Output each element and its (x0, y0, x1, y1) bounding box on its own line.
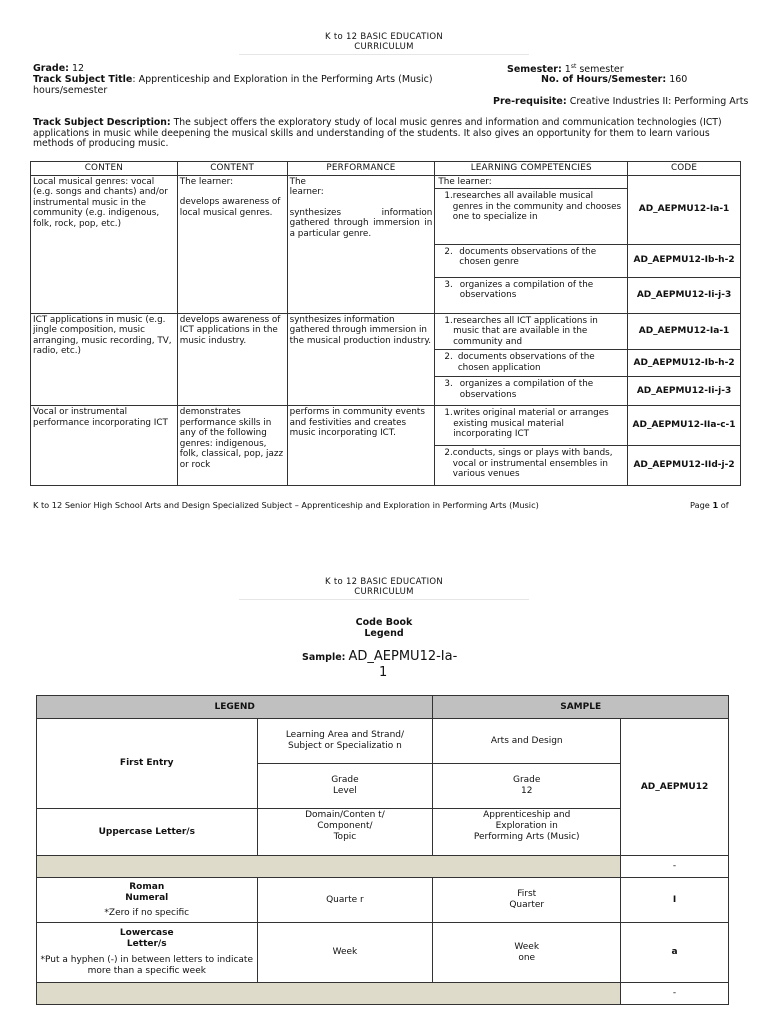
competency-cell (435, 406, 628, 446)
semester-sup: st (570, 63, 577, 70)
competency-cell (435, 313, 628, 350)
standard-cell: develops awareness of ICT applications in the music industry. (177, 313, 287, 406)
competency-cell (435, 277, 628, 313)
table-row (37, 983, 729, 1005)
performance-text: synthesizes information gathered through immersion in a particular genre. (289, 207, 433, 239)
semester-label: Semester: (507, 64, 562, 76)
page-of: of (720, 500, 729, 510)
performance-cell: performs in community events and festivities and creates music incorporating ICT. (287, 406, 435, 486)
header-line1: K to 12 BASIC EDUCATION (324, 32, 444, 42)
header-line1: K to 12 BASIC EDUCATION (324, 577, 444, 587)
standard-intro: The learner: (179, 176, 234, 187)
page-num: 1 (712, 500, 719, 510)
table-row (31, 406, 741, 446)
uppercase-letters: Uppercase Letter/s (37, 809, 258, 856)
lc-intro: The learner: (438, 176, 492, 187)
header-divider (239, 599, 529, 600)
competency-num: 3. (444, 279, 453, 290)
separator-row (37, 856, 621, 878)
competency-cell (435, 175, 628, 244)
legend-header-row (37, 696, 729, 719)
week-code: a (621, 923, 729, 983)
roman-code: I (621, 878, 729, 923)
hours-value: 160 (669, 74, 688, 85)
roman-numeral: Roman Numeral *Zero if no specific (37, 878, 258, 923)
footer-left: K to 12 Senior High School Arts and Design Specialized Subject – Apprenticeship and Exploration in Performing Arts (Music) (33, 500, 539, 510)
first-code: AD_AEPMU12 (621, 719, 729, 856)
semester-rest: semester (579, 64, 624, 76)
col-header-competencies: LEARNING COMPETENCIES (435, 162, 628, 176)
code-cell: AD_AEPMU12-Ib-h-2 (628, 350, 741, 377)
col-header-content: CONTEN (31, 162, 178, 176)
competency-num: 2. (444, 246, 453, 257)
table-row (37, 856, 729, 878)
competency-text: writes original material or arranges existing musical material incorporating ICT (453, 408, 609, 439)
legend-table (36, 695, 729, 1005)
sample-header: SAMPLE (433, 696, 729, 719)
code-cell: AD_AEPMU12-Ib-h-2 (628, 244, 741, 277)
header-divider (239, 54, 529, 55)
quarter: Quarte r (257, 878, 433, 923)
performance-cell (287, 175, 435, 313)
competency-num: 1. (444, 315, 453, 326)
competency-text: documents observations of the chosen application (457, 352, 595, 373)
domain-sample: Apprenticeship and Exploration in Performing Arts (Music) (433, 809, 621, 856)
competency-text: researches all ICT applications in music that are available in the community and (453, 315, 598, 347)
code-cell: AD_AEPMU12-Ia-1 (628, 313, 741, 350)
competency-num: 2. (444, 352, 453, 362)
competency-num: 3. (444, 379, 453, 389)
page-number (690, 500, 729, 510)
header-line2: CURRICULUM (354, 587, 414, 597)
dash-cell: - (621, 856, 729, 878)
col-header-performance: PERFORMANCE (287, 162, 435, 176)
standard-text: develops awareness of local musical genres. (179, 197, 281, 218)
page1-footer (33, 500, 733, 510)
competency-text: organizes a compilation of the observations (459, 279, 594, 300)
competency-text: documents observations of the chosen genre (459, 246, 597, 267)
competency-cell (435, 377, 628, 406)
sample-line (302, 649, 457, 664)
table-row (31, 175, 741, 244)
competency-text: researches all available musical genres in the community and chooses one to specialize in (452, 191, 622, 222)
grade-row (33, 63, 84, 74)
track-title-value: : Apprenticeship and Exploration in the Performing Arts (Music) (132, 74, 433, 85)
grade-label: Grade: (33, 63, 69, 74)
content-cell: Vocal or instrumental performance incorporating ICT (31, 406, 178, 486)
competency-num: 1. (444, 408, 453, 418)
description-label: Track Subject Description: (33, 117, 171, 128)
performance-intro: The learner: (289, 176, 324, 197)
page-label: Page (690, 500, 710, 510)
code-cell: AD_AEPMU12-Ii-j-3 (628, 377, 741, 406)
header-line2: CURRICULUM (354, 42, 414, 52)
competency-cell (435, 350, 628, 377)
grade-level: Grade Level (257, 764, 433, 809)
code-cell: AD_AEPMU12-IIa-c-1 (628, 406, 741, 446)
area-sample: Arts and Design (433, 719, 621, 764)
content-cell: Local musical genres: vocal (e.g. songs and chants) and/or instrumental music in the community (e.g. indigenous, folk, rock, pop, etc.) (31, 175, 178, 313)
table-row (31, 313, 741, 350)
competency-item (435, 188, 627, 225)
first-entry: First Entry (37, 719, 258, 809)
competency-num: 1. (444, 191, 453, 201)
lowercase-letters: Lowercase Letter/s *Put a hyphen (-) in between letters to indicate more than a specific week (37, 923, 258, 983)
competency-cell (435, 244, 628, 277)
standard-cell (177, 175, 287, 313)
quarter-sample: First Quarter (433, 878, 621, 923)
codebook-title (0, 617, 768, 639)
hours-row (541, 74, 687, 85)
code-cell: AD_AEPMU12-Ii-j-3 (628, 277, 741, 313)
standard-cell: demonstrates performance skills in any of the following genres: indigenous, folk, classical, pop, jazz or rock (177, 406, 287, 486)
curriculum-header-row (31, 162, 741, 176)
prereq-label: Pre-requisite: (493, 96, 567, 107)
sample-code-wrap: 1 (379, 665, 388, 680)
sample-code: AD_AEPMU12-Ia- (348, 649, 458, 664)
table-row (37, 878, 729, 923)
code-cell: AD_AEPMU12-IId-j-2 (628, 446, 741, 486)
week-sample: Week one (433, 923, 621, 983)
grade-value: 12 (71, 63, 85, 74)
codebook-line1: Code Book (355, 617, 413, 628)
col-header-content-standard: CONTENT (177, 162, 287, 176)
legend-header: LEGEND (37, 696, 433, 719)
table-row (37, 923, 729, 983)
codebook-line2: Legend (364, 628, 404, 639)
page2-header (0, 577, 768, 600)
domain-component: Domain/Conten t/ Component/ Topic (257, 809, 433, 856)
page1-header (0, 32, 768, 55)
competency-text: organizes a compilation of the observations (459, 379, 594, 400)
dash-cell: - (621, 983, 729, 1005)
track-title-label: Track Subject Title (33, 74, 133, 85)
prereq-value: Creative Industries II: Performing Arts (569, 96, 749, 107)
week: Week (257, 923, 433, 983)
track-description (33, 118, 741, 150)
separator-row (37, 983, 621, 1005)
track-title-row (33, 74, 433, 85)
competency-cell (435, 446, 628, 486)
performance-cell: synthesizes information gathered through immersion in the musical production industry. (287, 313, 435, 406)
semester-num: 1 (564, 64, 571, 76)
prereq-row (493, 96, 748, 107)
description-text: The subject offers the exploratory study of local music genres and information and communication technologies (ICT) applications in music while deepening the musical skills and understanding of the students. It also gives an opportunity for them to learn various methods of producing music. (33, 117, 722, 150)
col-header-code: CODE (628, 162, 741, 176)
code-cell: AD_AEPMU12-Ia-1 (628, 175, 741, 244)
table-row (37, 719, 729, 764)
hours-label: No. of Hours/Semester: (541, 74, 667, 85)
area-strand: Learning Area and Strand/ Subject or Specializatio n (257, 719, 433, 764)
sample-label: Sample: (302, 652, 346, 663)
curriculum-table (30, 161, 741, 486)
grade-sample: Grade 12 (433, 764, 621, 809)
hours-suffix: hours/semester (33, 85, 108, 96)
competency-text: conducts, sings or plays with bands, vocal or instrumental ensembles in various venues (452, 448, 613, 479)
competency-num: 2. (444, 448, 453, 458)
content-cell: ICT applications in music (e.g. jingle composition, music arranging, music recording, TV, radio, etc.) (31, 313, 178, 406)
